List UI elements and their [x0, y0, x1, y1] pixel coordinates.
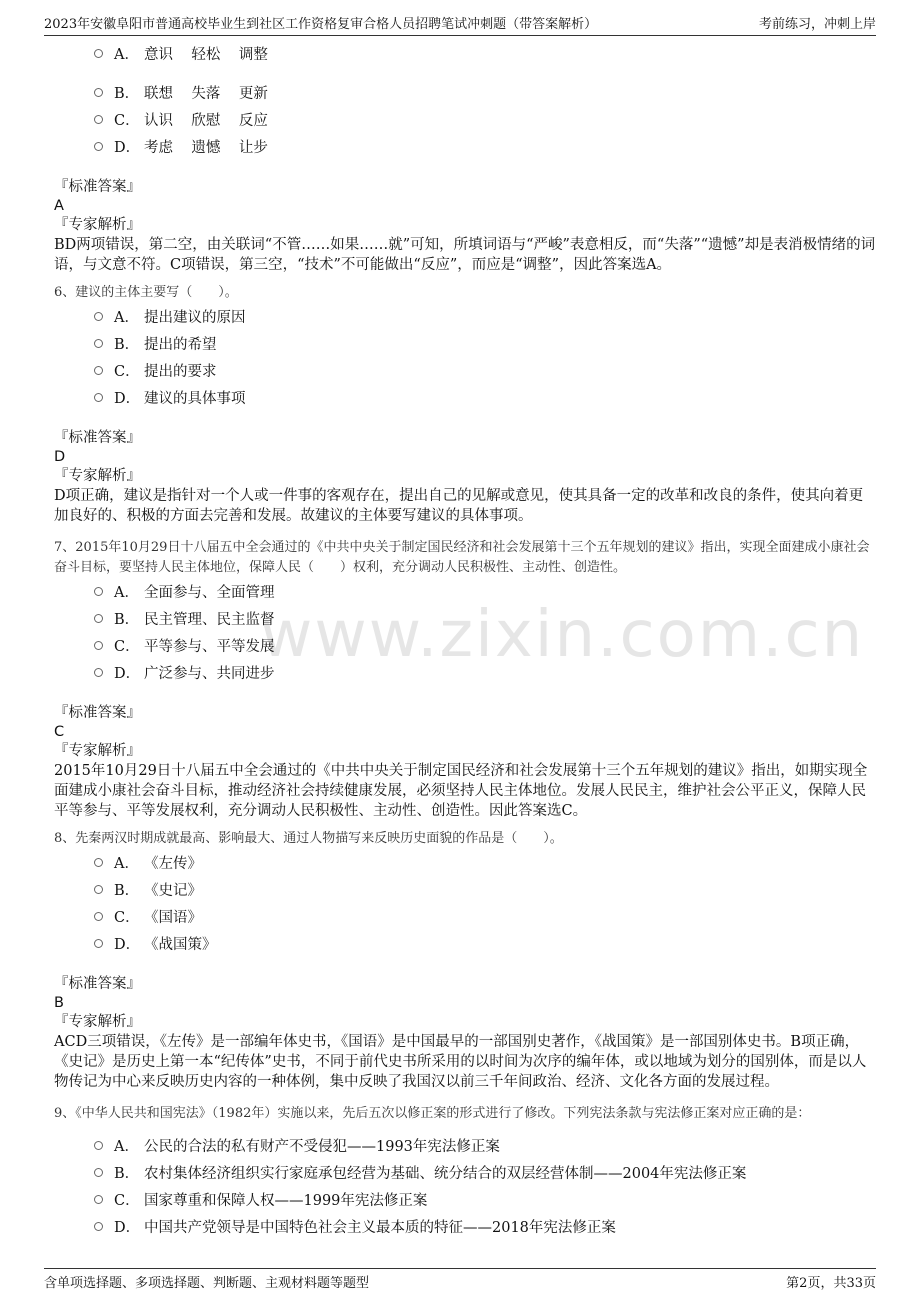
q9-option-b[interactable]: B． 农村集体经济组织实行家庭承包经营为基础、统分结合的双层经营体制——2004年宪法修正案 — [54, 1159, 876, 1186]
radio-icon[interactable] — [94, 858, 103, 867]
radio-icon[interactable] — [94, 939, 103, 948]
q7-option-b[interactable]: B． 民主管理、民主监督 — [54, 605, 876, 632]
standard-answer-label: 『标准答案』 — [54, 705, 141, 721]
q6-question: 6、建议的主体主要写（ ）。 — [54, 285, 238, 300]
radio-icon[interactable] — [94, 885, 103, 894]
q9-option-d[interactable]: D． 中国共产党领导是中国特色社会主义最本质的特征——2018年宪法修正案 — [54, 1213, 876, 1240]
radio-icon[interactable] — [94, 339, 103, 348]
standard-answer-label: 『标准答案』 — [54, 430, 141, 446]
q7-question: 7、2015年10月29日十八届五中全会通过的《中共中央关于制定国民经济和社会发展第十三个五年规划的建议》指出，实现全面建成小康社会奋斗目标，要坚持人民主体地位，保障人民（ ）权利，充分调动人民积极性、主动性、创造性。 — [54, 540, 870, 575]
q5-explanation: BD两项错误，第二空，由关联词“不管……如果……就”可知，所填词语与“严峻”表意相反，而“失落”“遗憾”却是表消极情绪的词语，与文意不符。C项错误，第三空，“技术”不可能做出“反应”，而应是“调整”，因此答案选A。 — [54, 237, 876, 273]
radio-icon[interactable] — [94, 668, 103, 677]
radio-icon[interactable] — [94, 641, 103, 650]
page-footer — [44, 1268, 876, 1291]
q8-question: 8、先秦两汉时期成就最高、影响最大、通过人物描写来反映历史面貌的作品是（ ）。 — [54, 831, 563, 846]
q8-option-a[interactable]: A． 《左传》 — [54, 849, 876, 876]
q6-option-d[interactable]: D． 建议的具体事项 — [54, 384, 876, 411]
q5-answer: A — [54, 198, 64, 214]
q6-option-a[interactable]: A． 提出建议的原因 — [54, 303, 876, 330]
radio-icon[interactable] — [94, 1168, 103, 1177]
q6-explanation: D项正确，建议是指针对一个人或一件事的客观存在，提出自己的见解或意见，使其具备一定的改革和改良的条件，使其向着更加良好的、积极的方面去完善和发展。故建议的主体要写建议的具体事项。 — [54, 488, 864, 524]
q5-option-b[interactable]: B． 联想 失落 更新 — [54, 79, 876, 106]
document-title: 2023年安徽阜阳市普通高校毕业生到社区工作资格复审合格人员招聘笔试冲刺题（带答案解析） — [44, 17, 598, 32]
q8-explanation: ACD三项错误，《左传》是一部编年体史书，《国语》是中国最早的一部国别史著作，《战国策》是一部国别体史书。B项正确，《史记》是历史上第一本“纪传体”史书，不同于前代史书所采用的以时间为次序的编年体，或以地域为划分的国别体，而是以人物传记为中心来反映历史内容的一种体例，集中反映了我国汉以前三千年间政治、经济、文化各方面的发展过程。 — [54, 1034, 867, 1090]
q9-option-a[interactable]: A． 公民的合法的私有财产不受侵犯——1993年宪法修正案 — [54, 1132, 876, 1159]
q7-answer: C — [54, 724, 65, 740]
radio-icon[interactable] — [94, 1141, 103, 1150]
radio-icon[interactable] — [94, 366, 103, 375]
q7-option-d[interactable]: D． 广泛参与、共同进步 — [54, 659, 876, 686]
expert-analysis-label: 『专家解析』 — [54, 217, 141, 233]
q8-option-d[interactable]: D． 《战国策》 — [54, 930, 876, 957]
watermark: www.zixin.com.cn — [260, 598, 865, 672]
q7-option-c[interactable]: C． 平等参与、平等发展 — [54, 632, 876, 659]
q5-option-a[interactable]: A． 意识 轻松 调整 — [54, 40, 876, 67]
q6-option-b[interactable]: B． 提出的希望 — [54, 330, 876, 357]
radio-icon[interactable] — [94, 1195, 103, 1204]
radio-icon[interactable] — [94, 912, 103, 921]
q9-option-c[interactable]: C． 国家尊重和保障人权——1999年宪法修正案 — [54, 1186, 876, 1213]
expert-analysis-label: 『专家解析』 — [54, 743, 141, 759]
q5-option-c[interactable]: C． 认识 欣慰 反应 — [54, 106, 876, 133]
standard-answer-label: 『标准答案』 — [54, 179, 141, 195]
q9-question: 9、《中华人民共和国宪法》（1982年）实施以来，先后五次以修正案的形式进行了修改。下列宪法条款与宪法修正案对应正确的是： — [54, 1106, 811, 1121]
q5-options — [54, 40, 876, 160]
radio-icon[interactable] — [94, 614, 103, 623]
header-slogan: 考前练习，冲刺上岸 — [758, 17, 876, 32]
radio-icon[interactable] — [94, 49, 103, 58]
radio-icon[interactable] — [94, 587, 103, 596]
standard-answer-label: 『标准答案』 — [54, 976, 141, 992]
q6-answer: D — [54, 449, 66, 465]
q7-option-a[interactable]: A． 全面参与、全面管理 — [54, 578, 876, 605]
radio-icon[interactable] — [94, 312, 103, 321]
page-header — [44, 10, 876, 36]
footer-note: 含单项选择题、多项选择题、判断题、主观材料题等题型 — [44, 1276, 370, 1291]
page-number: 第2页，共33页 — [786, 1276, 876, 1291]
q6-option-c[interactable]: C． 提出的要求 — [54, 357, 876, 384]
radio-icon[interactable] — [94, 393, 103, 402]
q8-option-b[interactable]: B． 《史记》 — [54, 876, 876, 903]
q7-explanation: 2015年10月29日十八届五中全会通过的《中共中央关于制定国民经济和社会发展第十三个五年规划的建议》指出，如期实现全面建成小康社会奋斗目标，推动经济社会持续健康发展，必须坚持人民主体地位。发展人民民主，维护社会公平正义，保障人民平等参与、平等发展权利，充分调动人民积极性、主动性、创造性。因此答案选C。 — [54, 763, 868, 819]
radio-icon[interactable] — [94, 142, 103, 151]
page-content — [54, 40, 876, 1240]
q8-answer: B — [54, 995, 64, 1011]
radio-icon[interactable] — [94, 1222, 103, 1231]
q5-option-d[interactable]: D． 考虑 遗憾 让步 — [54, 133, 876, 160]
expert-analysis-label: 『专家解析』 — [54, 1014, 141, 1030]
q8-option-c[interactable]: C． 《国语》 — [54, 903, 876, 930]
radio-icon[interactable] — [94, 115, 103, 124]
radio-icon[interactable] — [94, 88, 103, 97]
expert-analysis-label: 『专家解析』 — [54, 468, 141, 484]
